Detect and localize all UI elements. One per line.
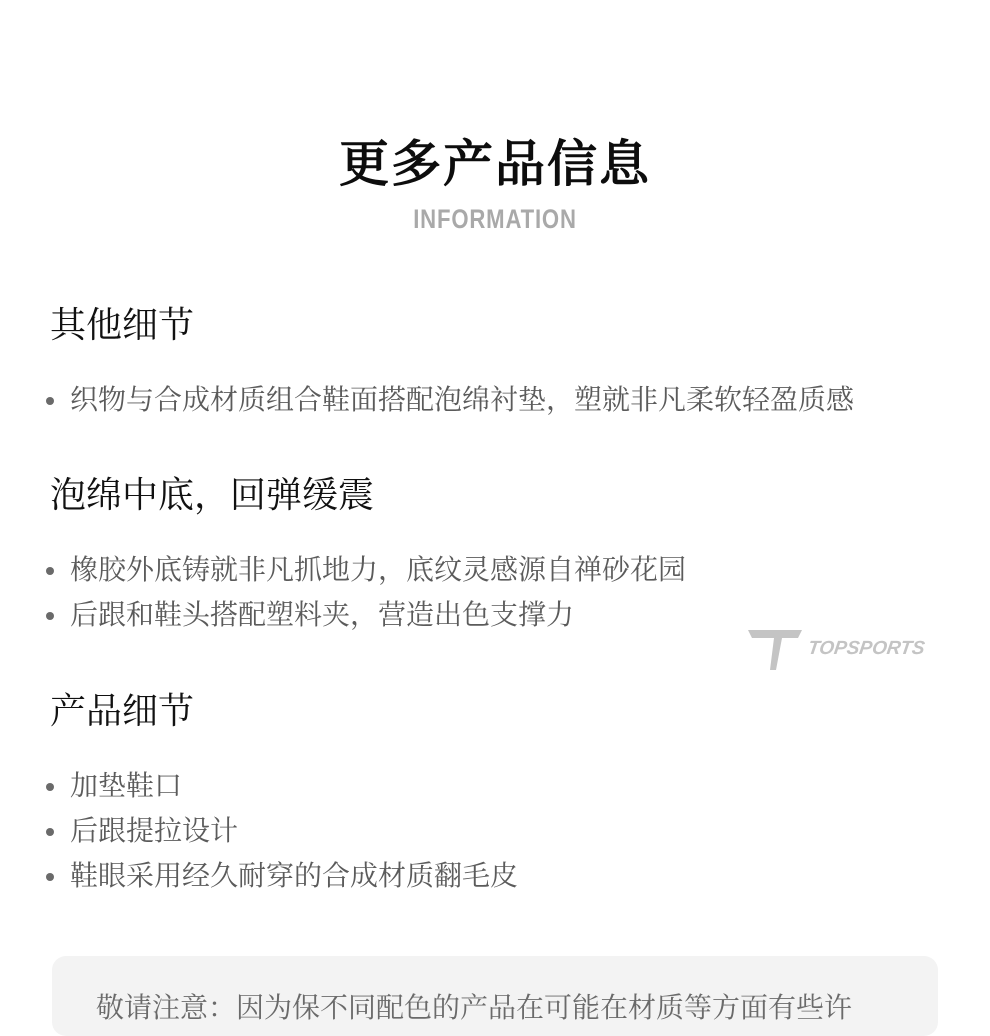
list-item-text: 后跟和鞋头搭配塑料夹，营造出色支撑力 xyxy=(70,598,575,631)
list-item-text: 织物与合成材质组合鞋面搭配泡绵衬垫，塑就非凡柔软轻盈质感 xyxy=(70,383,855,416)
section-heading: 其他细节 xyxy=(50,305,195,346)
list-item-text: 橡胶外底铸就非凡抓地力，底纹灵感源自禅砂花园 xyxy=(70,553,687,586)
list-item xyxy=(50,377,950,422)
page-subtitle: INFORMATION xyxy=(413,204,577,234)
list-item xyxy=(50,808,950,853)
watermark-text: TOPSPORTS xyxy=(806,638,927,659)
bullet-list xyxy=(50,547,950,637)
bullet-dot-icon xyxy=(46,873,54,881)
topsports-logo-icon xyxy=(748,628,808,674)
bullet-dot-icon xyxy=(46,567,54,575)
bullet-dot-icon xyxy=(46,612,54,620)
list-item xyxy=(50,763,950,808)
notice-text: 敬请注意：因为保不同配色的产品在可能在材质等方面有些许 xyxy=(96,991,853,1024)
list-item-text: 加垫鞋口 xyxy=(70,769,183,802)
list-item-text: 后跟提拉设计 xyxy=(70,814,239,847)
bullet-dot-icon xyxy=(46,397,54,405)
list-item-text: 鞋眼采用经久耐穿的合成材质翻毛皮 xyxy=(70,859,519,892)
bullet-dot-icon xyxy=(46,783,54,791)
section-foam-midsole xyxy=(50,472,950,637)
bullet-list xyxy=(50,763,950,898)
page-title: 更多产品信息 xyxy=(339,135,651,193)
notice-box xyxy=(52,956,938,1036)
bullet-list xyxy=(50,377,950,422)
watermark xyxy=(748,628,938,674)
list-item xyxy=(50,853,950,898)
section-product-details xyxy=(50,688,950,898)
section-other-details xyxy=(50,302,950,422)
page-header xyxy=(0,128,990,236)
section-heading: 产品细节 xyxy=(50,691,195,732)
bullet-dot-icon xyxy=(46,828,54,836)
list-item xyxy=(50,547,950,592)
section-heading: 泡绵中底，回弹缓震 xyxy=(50,475,375,516)
